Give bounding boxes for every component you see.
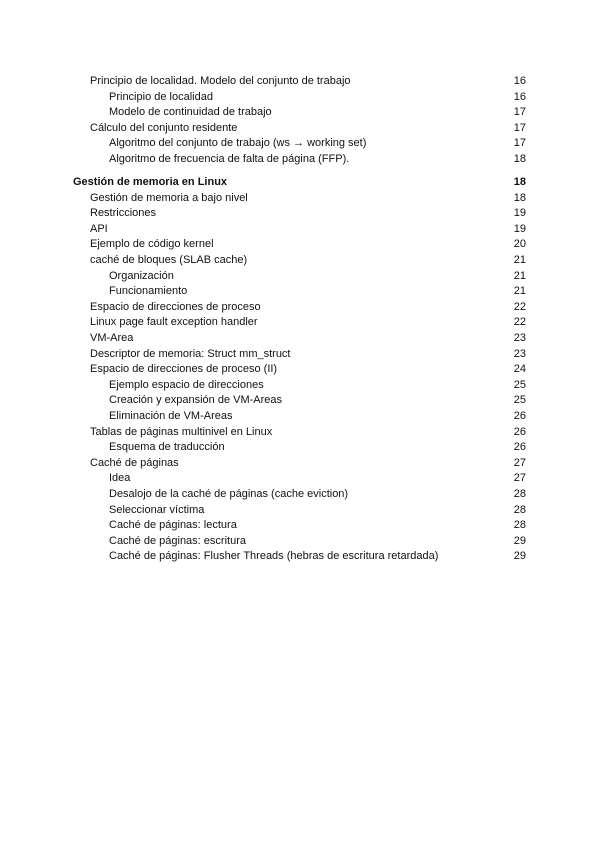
toc-entry[interactable]	[0, 121, 600, 137]
toc-entry-title: Esquema de traducción	[109, 441, 225, 454]
toc-entry-title: Ejemplo de código kernel	[90, 238, 214, 251]
toc-entry[interactable]	[0, 300, 600, 316]
toc-entry-title: caché de bloques (SLAB cache)	[90, 254, 248, 267]
toc-entry-page-number: 28	[513, 519, 526, 532]
toc-entry-page-number: 23	[513, 347, 526, 360]
toc-entry[interactable]	[0, 284, 600, 300]
toc-entry[interactable]	[0, 487, 600, 503]
toc-entry-title: Algoritmo de frecuencia de falta de página (FFP).	[109, 152, 350, 165]
toc-entry[interactable]	[0, 409, 600, 425]
toc-entry-page-number: 26	[513, 409, 526, 422]
toc-entry-title: Seleccionar víctima	[109, 503, 205, 516]
toc-entry-page-number: 25	[513, 394, 526, 407]
toc-entry[interactable]	[0, 471, 600, 487]
toc-entry-title: Descriptor de memoria: Struct mm_struct	[90, 347, 291, 360]
toc-entry-page-number: 23	[513, 332, 526, 344]
toc-entry-page-number: 16	[513, 90, 526, 103]
toc-entry-title: Cálculo del conjunto residente	[90, 121, 238, 134]
toc-entry-page-number: 19	[513, 207, 526, 220]
toc-entry[interactable]	[0, 378, 600, 394]
toc-entry-page-number: 29	[513, 550, 526, 563]
toc-entry-page-number: 26	[513, 441, 526, 454]
toc-entry-title: Restricciones	[90, 207, 157, 220]
toc-entry-page-number: 18	[513, 176, 526, 189]
toc-entry-page-number: 20	[513, 238, 526, 251]
toc-entry-page-number: 16	[513, 75, 526, 87]
toc-entry[interactable]	[0, 315, 600, 331]
toc-entry-page-number: 17	[513, 137, 526, 150]
toc-entry-page-number: 26	[513, 425, 526, 438]
toc-entry-page-number: 27	[513, 472, 526, 485]
toc-entry-title: Linux page fault exception handler	[90, 316, 258, 329]
toc-entry[interactable]	[0, 105, 600, 121]
toc-entry[interactable]	[0, 331, 600, 347]
toc-entry-title: Idea	[109, 472, 131, 485]
toc-entry-title: Principio de localidad	[109, 90, 213, 103]
toc-entry-title: Caché de páginas	[90, 456, 179, 469]
toc-entry-title: VM-Area	[90, 332, 134, 344]
toc-entry-page-number: 21	[513, 269, 526, 282]
toc-entry-page-number: 24	[513, 363, 526, 376]
toc-entry[interactable]	[0, 191, 600, 207]
toc-entry-page-number: 17	[513, 121, 526, 134]
toc-entry-title: Principio de localidad. Modelo del conjunto de trabajo	[90, 75, 351, 87]
toc-entry-page-number: 28	[513, 503, 526, 516]
toc-entry-title: Funcionamiento	[109, 285, 188, 298]
toc-entry-page-number: 25	[513, 378, 526, 391]
toc-entry-page-number: 29	[513, 534, 526, 547]
toc-entry-title: Ejemplo espacio de direcciones	[109, 378, 264, 391]
toc-entry-page-number: 18	[513, 152, 526, 165]
toc-entry-title: Modelo de continuidad de trabajo	[109, 106, 272, 119]
toc-chapter-entry[interactable]	[0, 175, 600, 191]
toc-entry-title: Eliminación de VM-Areas	[109, 409, 233, 422]
toc-entry-title: Gestión de memoria a bajo nivel	[90, 191, 248, 204]
toc-entry[interactable]	[0, 393, 600, 409]
toc-entry[interactable]	[0, 425, 600, 441]
toc-entry[interactable]	[0, 74, 600, 90]
toc-entry[interactable]	[0, 269, 600, 285]
toc-entry[interactable]	[0, 362, 600, 378]
toc-entry[interactable]	[0, 206, 600, 222]
toc-entry[interactable]	[0, 222, 600, 238]
toc-entry-title: Caché de páginas: escritura	[109, 534, 246, 547]
toc-entry-title: Caché de páginas: lectura	[109, 519, 237, 532]
toc-entry-page-number: 27	[513, 456, 526, 469]
toc-entry[interactable]	[0, 90, 600, 106]
toc-entry[interactable]	[0, 253, 600, 269]
toc-entry[interactable]	[0, 534, 600, 550]
toc-entry-title: Desalojo de la caché de páginas (cache eviction)	[109, 487, 349, 500]
toc-entry[interactable]	[0, 503, 600, 519]
toc-entry[interactable]	[0, 152, 600, 168]
toc-entry[interactable]	[0, 347, 600, 363]
toc-entry[interactable]	[0, 136, 600, 152]
toc-entry-title: Espacio de direcciones de proceso	[90, 300, 261, 313]
toc-entry[interactable]	[0, 549, 600, 565]
toc-entry-title: Algoritmo del conjunto de trabajo (ws → working set)	[109, 137, 367, 150]
toc-entry-page-number: 22	[513, 300, 526, 313]
toc-entry-title: Caché de páginas: Flusher Threads (hebras de escritura retardada)	[109, 550, 439, 563]
toc-entry-page-number: 21	[513, 254, 526, 267]
toc-entry-title: Tablas de páginas multinivel en Linux	[90, 425, 273, 438]
toc-entry-title: Espacio de direcciones de proceso (II)	[90, 363, 278, 376]
toc-entry-page-number: 22	[513, 316, 526, 329]
toc-entry-title: Gestión de memoria en Linux	[73, 176, 228, 189]
table-of-contents	[0, 74, 600, 565]
toc-entry-page-number: 18	[513, 191, 526, 204]
toc-entry-page-number: 19	[513, 222, 526, 235]
toc-entry[interactable]	[0, 456, 600, 472]
toc-entry-title: API	[90, 222, 108, 235]
toc-entry-title: Creación y expansión de VM-Areas	[109, 394, 283, 407]
toc-entry-page-number: 28	[513, 487, 526, 500]
toc-entry-page-number: 17	[513, 106, 526, 119]
toc-entry[interactable]	[0, 237, 600, 253]
toc-entry-title: Organización	[109, 269, 174, 282]
toc-entry[interactable]	[0, 440, 600, 456]
toc-entry-page-number: 21	[513, 285, 526, 298]
toc-entry[interactable]	[0, 518, 600, 534]
